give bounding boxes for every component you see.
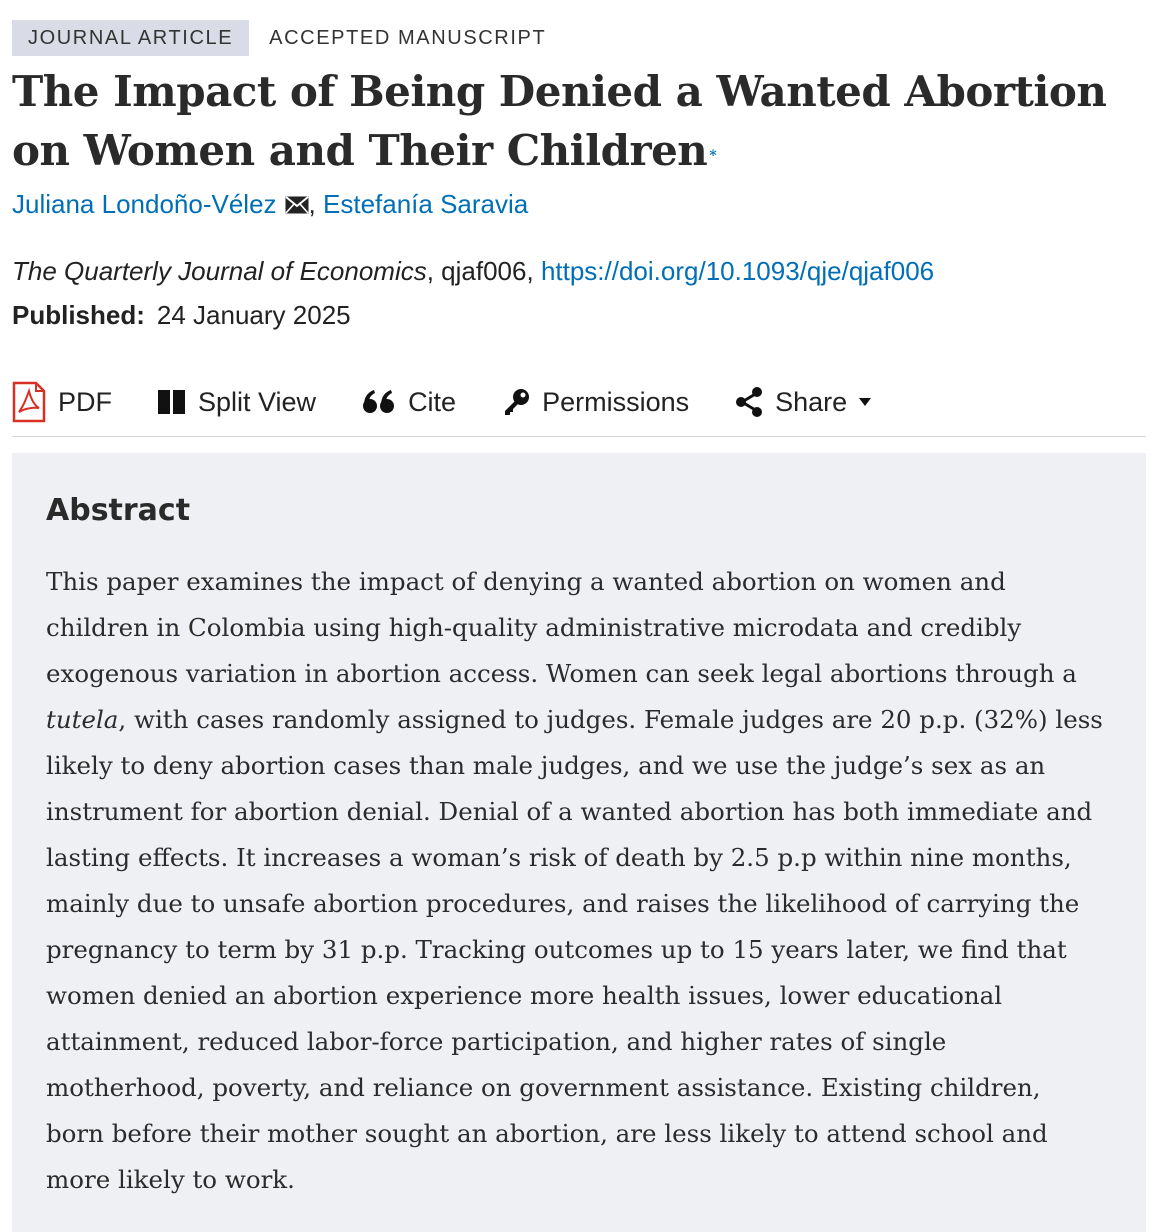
share-button[interactable] (735, 387, 873, 418)
pdf-button-label: PDF (58, 386, 112, 417)
abstract-text-italic-term: tutela (46, 705, 119, 734)
citation-line (12, 252, 934, 290)
abstract-text-part-2: , with cases randomly assigned to judges. Female judges are 20 p.p. (32%) less likely to deny abortion cases than male judges, and we use the judge’s sex as an instrument for abortion denial. Denial of a wanted abortion has both immediate and lasting effects. It increases a woman’s risk of death by 2.5 p.p within nine months, mainly due to unsafe abortion procedures, and raises the likelihood of carrying the pregnancy to term by 31 p.p. Tracking outcomes up to 15 years later, we find that women denied an abortion experience more health issues, lower educational attainment, reduced labor-force participation, and higher rates of single motherhood, poverty, and reliance on government assistance. Existing children, born before their mother sought an abortion, are less likely to attend school and more likely to work. (46, 705, 1103, 1194)
article-id: , qjaf006, (426, 256, 541, 286)
permissions-button-label: Permissions (542, 386, 690, 417)
permissions-button[interactable] (502, 387, 689, 418)
split-view-button-label: Split View (198, 386, 317, 417)
abstract-section (12, 453, 1146, 1232)
author-list (12, 186, 528, 222)
quote-icon (362, 389, 396, 415)
key-icon (502, 388, 530, 416)
pdf-file-icon (12, 381, 46, 423)
abstract-heading: Abstract (46, 493, 191, 528)
caret-down-icon (857, 396, 873, 408)
author-link-londono-velez[interactable]: Juliana Londoño-Vélez (12, 189, 277, 219)
article-title-text: The Impact of Being Denied a Wanted Abortion on Women and Their Children (12, 67, 1107, 175)
article-tags (12, 20, 546, 56)
abstract-text-part-1: This paper examines the impact of denying a wanted abortion on women and children in Colombia using high-quality administrative microdata and credibly exogenous variation in abortion access. Women can seek legal abortions through a (46, 567, 1077, 688)
pdf-button[interactable] (12, 381, 112, 423)
share-button-label: Share (775, 386, 848, 417)
title-footnote-link[interactable]: * (709, 148, 717, 164)
envelope-icon[interactable] (285, 196, 309, 214)
author-separator: , (308, 189, 316, 219)
journal-name: The Quarterly Journal of Economics (12, 256, 427, 286)
split-view-icon (158, 390, 186, 414)
split-view-button[interactable] (158, 387, 316, 418)
cite-button[interactable] (362, 387, 456, 418)
published-line (12, 296, 351, 334)
cite-button-label: Cite (408, 386, 457, 417)
doi-link[interactable]: https://doi.org/10.1093/qje/qjaf006 (540, 256, 935, 286)
manuscript-status-tag: ACCEPTED MANUSCRIPT (269, 27, 547, 49)
author-link-saravia[interactable]: Estefanía Saravia (323, 189, 529, 219)
article-type-tag: JOURNAL ARTICLE (12, 20, 249, 56)
article-toolbar (12, 376, 1146, 437)
published-label: Published: (12, 300, 145, 330)
abstract-text (46, 559, 1106, 1203)
published-date: 24 January 2025 (156, 300, 351, 330)
article-title (12, 62, 1152, 180)
share-icon (735, 387, 763, 417)
